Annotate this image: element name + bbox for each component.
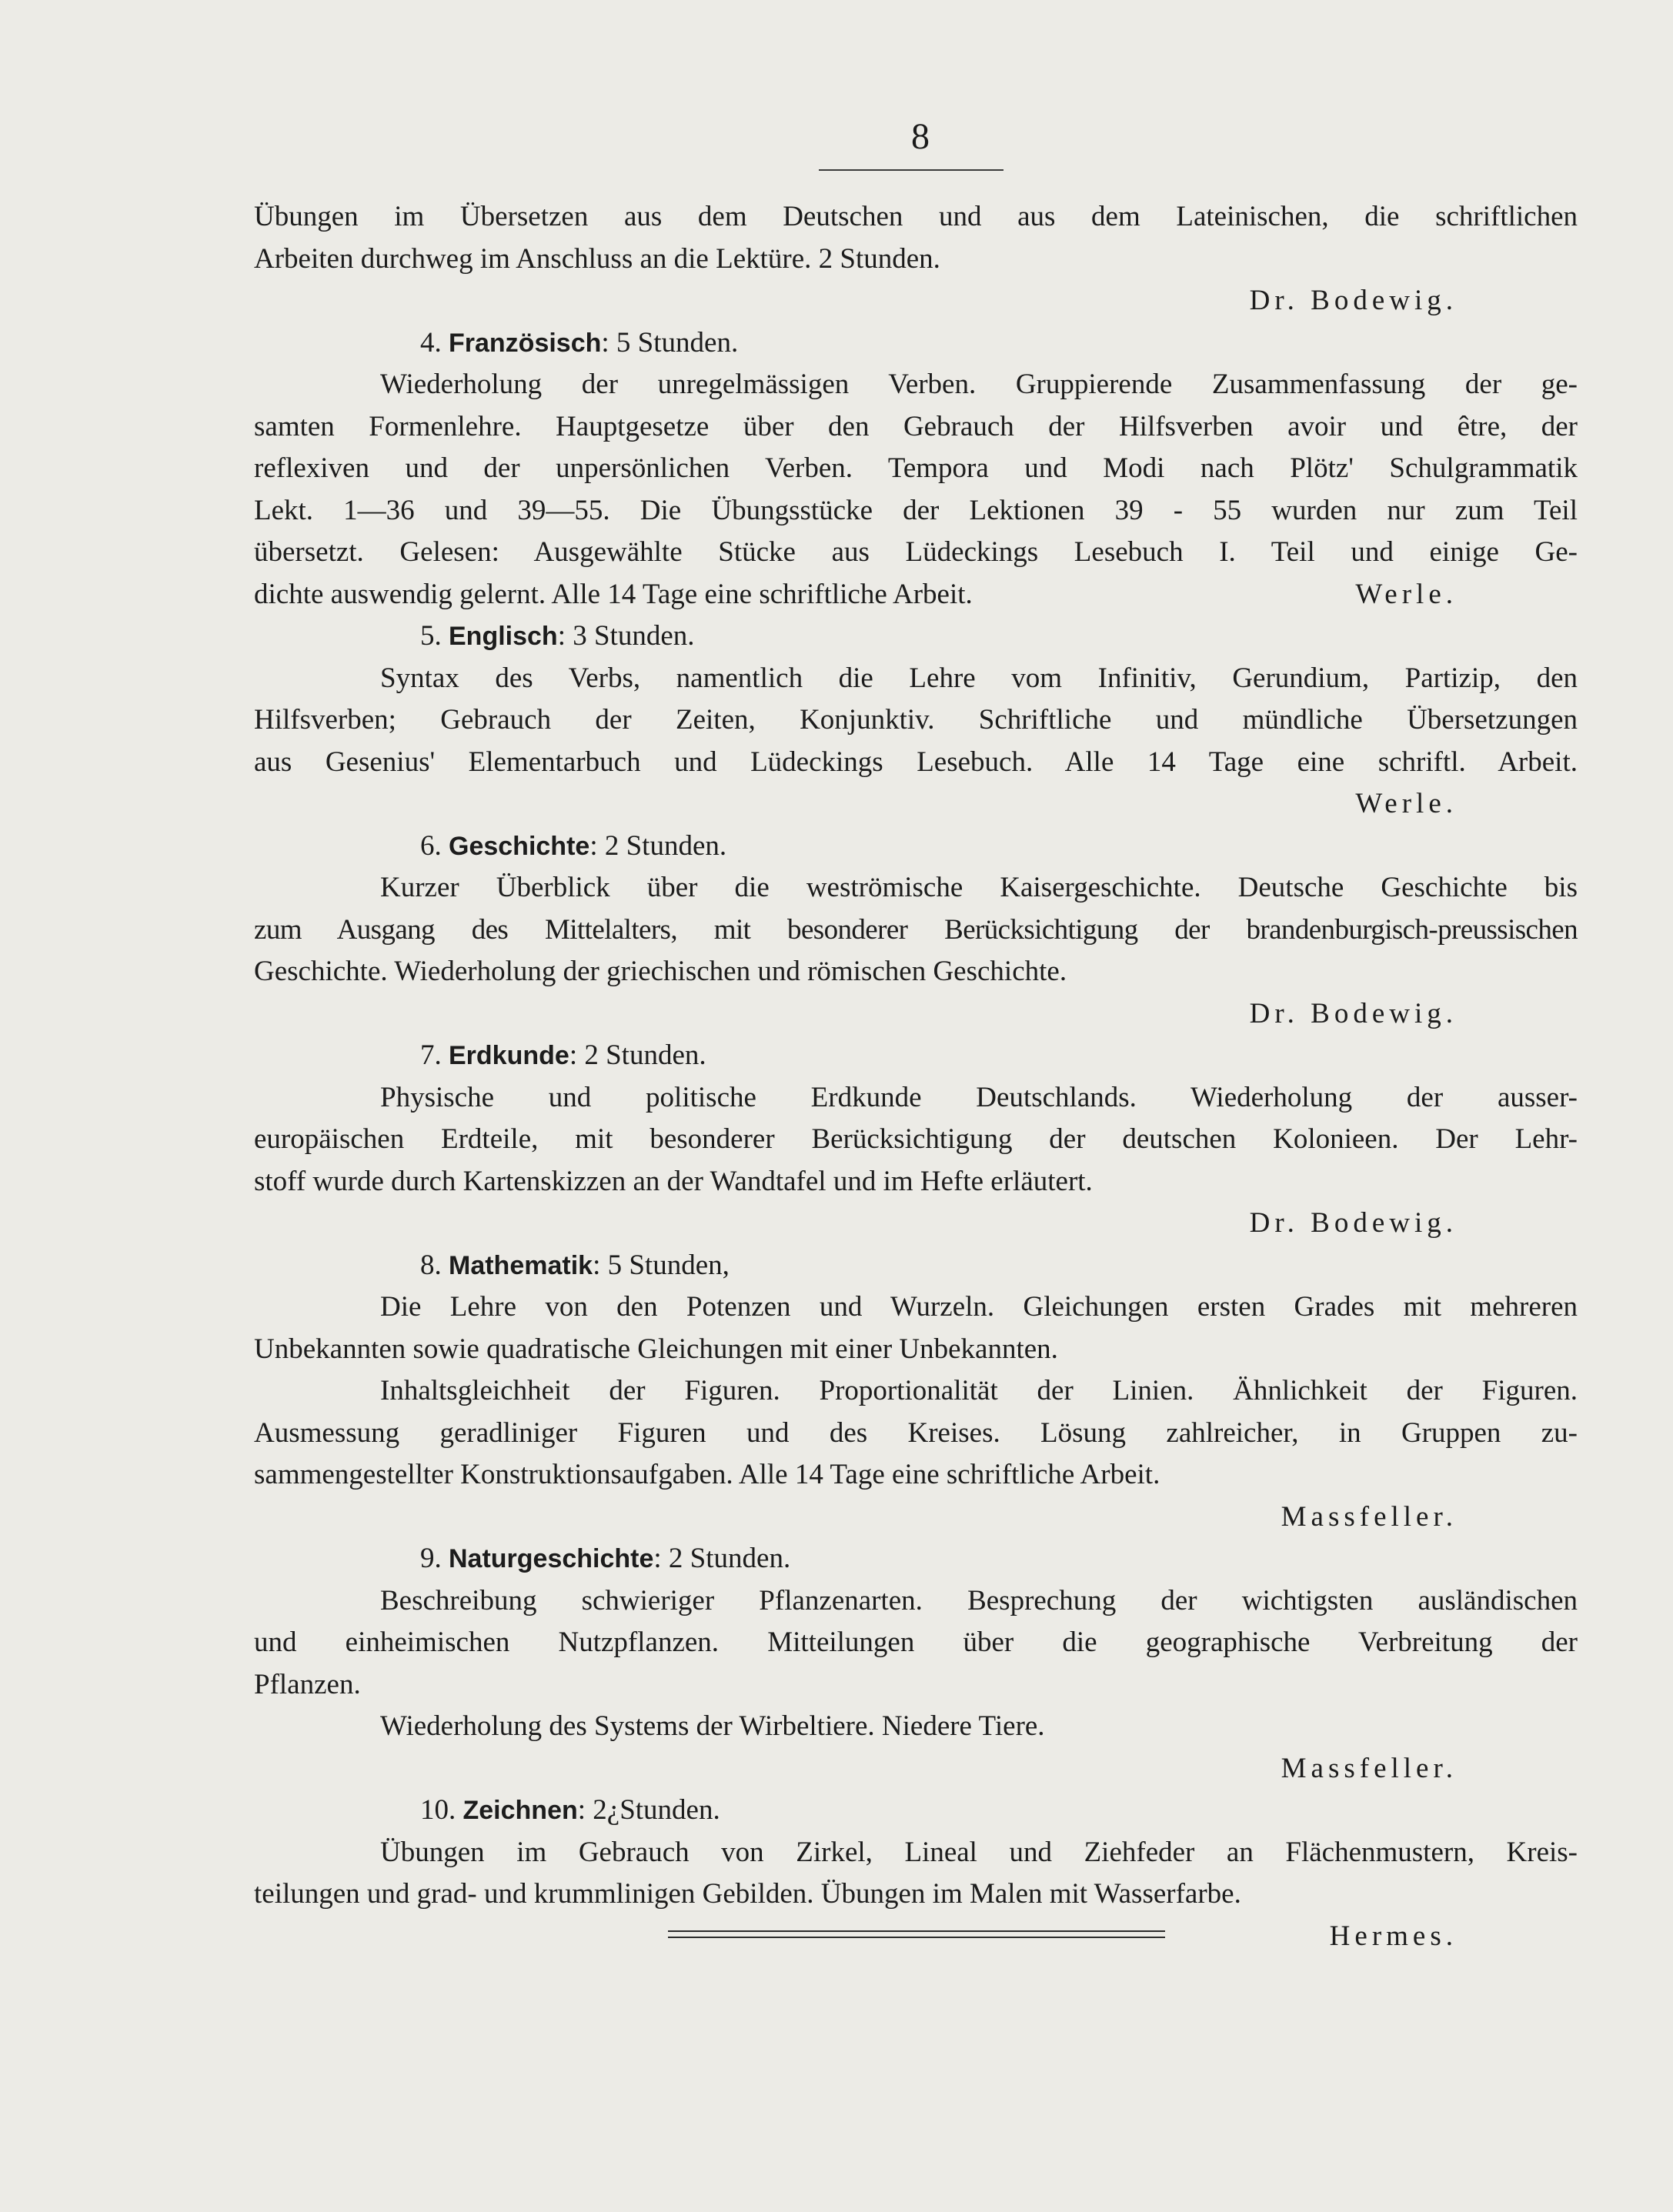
text-line: reflexiven und der unpersönlichen Verben. Tempora und Modi nach Plötz' Schulgrammatik xyxy=(254,452,1578,484)
text-line: und einheimischen Nutzpflanzen. Mitteilungen über die geographische Verbreitung der xyxy=(254,1626,1578,1658)
text-line: samten Formenlehre. Hauptgesetze über den Gebrauch der Hilfsverben avoir und être, der xyxy=(254,410,1578,442)
section-geschichte xyxy=(254,826,1578,1036)
section-number: 6. xyxy=(420,829,442,862)
text-line: Unbekannten sowie quadratische Gleichungen mit einer Unbekannten. xyxy=(254,1333,1058,1365)
teacher-name: Massfeller. xyxy=(1281,1500,1458,1533)
text-line: Inhaltsgleichheit der Figuren. Proportionalität der Linien. Ähnlichkeit der Figuren. xyxy=(380,1375,1578,1406)
teacher-name: Hermes. xyxy=(1329,1920,1458,1952)
text-line: Beschreibung schwieriger Pflanzenarten. Besprechung der wichtigsten ausländischen xyxy=(380,1584,1578,1616)
section-number: 7. xyxy=(420,1039,442,1071)
subject-hours: : 2 Stunden. xyxy=(569,1039,706,1071)
text-line: Physische und politische Erdkunde Deutschlands. Wiederholung der ausser- xyxy=(380,1081,1578,1113)
end-double-rule xyxy=(668,1930,1165,1938)
subject-name: Geschichte xyxy=(449,831,590,861)
section-heading xyxy=(254,1790,1578,1832)
section-heading xyxy=(254,616,1578,658)
subject-hours: : 2 Stunden. xyxy=(589,829,727,862)
text-line: Pflanzen. xyxy=(254,1668,361,1700)
section-intro xyxy=(254,196,1578,322)
teacher-name: Werle. xyxy=(1355,578,1458,610)
text-line: dichte auswendig gelernt. Alle 14 Tage eine schriftliche Arbeit. xyxy=(254,578,973,610)
subject-name: Französisch xyxy=(449,328,602,358)
section-heading xyxy=(254,322,1578,365)
page-number-rule xyxy=(819,169,1003,171)
subject-hours: : 2 Stunden. xyxy=(653,1543,791,1574)
section-heading xyxy=(254,826,1578,868)
text-line: Ausmessung geradliniger Figuren und des Kreises. Lösung zahlreicher, in Gruppen zu- xyxy=(254,1416,1578,1449)
text-line: Geschichte. Wiederholung der griechischen und römischen Geschichte. xyxy=(254,956,1067,987)
text-line: Die Lehre von den Potenzen und Wurzeln. Gleichungen ersten Grades mit mehreren xyxy=(380,1291,1578,1323)
section-number: 8. xyxy=(420,1249,442,1281)
text-line: Wiederholung der unregelmässigen Verben. Gruppierende Zusammenfassung der ge- xyxy=(380,369,1578,400)
teacher-name: Massfeller. xyxy=(1281,1752,1458,1784)
subject-hours: : 5 Stunden, xyxy=(593,1249,730,1281)
text-line: aus Gesenius' Elementarbuch und Lüdeckings Lesebuch. Alle 14 Tage eine schriftl. Arbeit. xyxy=(254,746,1578,778)
text-line: europäischen Erdteile, mit besonderer Berücksichtigung der deutschen Kolonieen. Der Lehr- xyxy=(254,1123,1578,1155)
teacher-name: Dr. Bodewig. xyxy=(1249,1207,1458,1239)
text-line: Übungen im Übersetzen aus dem Deutschen und aus dem Lateinischen, die schriftlichen xyxy=(254,201,1578,232)
section-heading xyxy=(254,1035,1578,1077)
section-erdkunde xyxy=(254,1035,1578,1245)
text-line: Arbeiten durchweg im Anschluss an die Lektüre. 2 Stunden. xyxy=(254,242,940,275)
section-heading xyxy=(254,1538,1578,1580)
page-number: 8 xyxy=(911,116,930,157)
section-number: 5. xyxy=(420,620,442,652)
text-line: Übungen im Gebrauch von Zirkel, Lineal und Ziehfeder an Flächenmustern, Kreis- xyxy=(380,1836,1578,1868)
section-franzoesisch xyxy=(254,322,1578,616)
text-line: übersetzt. Gelesen: Ausgewählte Stücke aus Lüdeckings Lesebuch I. Teil und einige Ge- xyxy=(254,536,1578,568)
subject-hours: : 2¿Stunden. xyxy=(577,1794,720,1826)
section-englisch xyxy=(254,616,1578,826)
text-line-with-signature xyxy=(254,574,1578,616)
section-number: 10. xyxy=(420,1794,456,1826)
text-line: stoff wurde durch Kartenskizzen an der Wandtafel und im Hefte erläutert. xyxy=(254,1165,1093,1197)
subject-name: Englisch xyxy=(449,622,558,651)
teacher-name: Werle. xyxy=(1355,788,1458,819)
subject-hours: : 5 Stunden. xyxy=(601,326,739,359)
text-line: sammengestellter Konstruktionsaufgaben. Alle 14 Tage eine schriftliche Arbeit. xyxy=(254,1459,1160,1490)
teacher-name: Dr. Bodewig. xyxy=(1249,997,1458,1029)
subject-name: Erdkunde xyxy=(449,1041,569,1070)
subject-name: Naturgeschichte xyxy=(449,1544,654,1573)
text-line: Kurzer Überblick über die weströmische Kaisergeschichte. Deutsche Geschichte bis xyxy=(380,872,1578,903)
section-naturgeschichte xyxy=(254,1538,1578,1790)
subject-name: Zeichnen xyxy=(462,1796,578,1825)
document-body xyxy=(254,196,1578,1957)
section-heading xyxy=(254,1245,1578,1287)
section-number: 4. xyxy=(420,326,442,359)
text-line: teilungen und grad- und krummlinigen Gebilden. Übungen im Malen mit Wasserfarbe. xyxy=(254,1878,1241,1910)
text-line: zum Ausgang des Mittelalters, mit besonderer Berücksichtigung der brandenburgisch-preussischen xyxy=(254,913,1578,946)
text-line: Syntax des Verbs, namentlich die Lehre vom Infinitiv, Gerundium, Partizip, den xyxy=(380,662,1578,694)
subject-hours: : 3 Stunden. xyxy=(557,620,695,652)
subject-name: Mathematik xyxy=(449,1250,593,1280)
teacher-name: Dr. Bodewig. xyxy=(1249,285,1458,316)
text-line: Lekt. 1—36 und 39—55. Die Übungsstücke der Lektionen 39 - 55 wurden nur zum Teil xyxy=(254,494,1578,526)
text-line: Hilfsverben; Gebrauch der Zeiten, Konjunktiv. Schriftliche und mündliche Übersetzungen xyxy=(254,704,1578,736)
section-mathematik xyxy=(254,1245,1578,1539)
text-line: Wiederholung des Systems der Wirbeltiere. Niedere Tiere. xyxy=(380,1710,1045,1742)
section-number: 9. xyxy=(420,1543,442,1574)
